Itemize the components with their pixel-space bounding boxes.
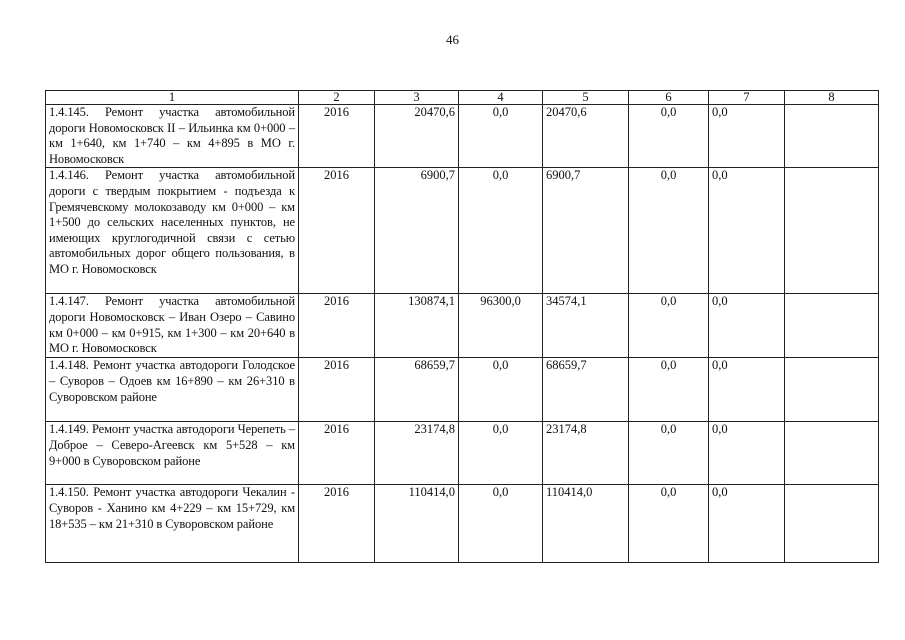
row-col5: 23174,8: [543, 422, 629, 485]
row-col7: 0,0: [709, 485, 785, 563]
row-col5: 6900,7: [543, 168, 629, 294]
row-description: 1.4.148. Ремонт участка автодороги Голодское – Суворов – Одоев км 16+890 – км 26+310 в Суворовском районе: [46, 358, 299, 422]
header-row: [46, 91, 879, 105]
row-description: 1.4.145. Ремонт участка автомобильной дороги Новомосковск II – Ильинка км 0+000 – км 1+640, км 1+740 – км 4+895 в МО г. Новомосковск: [46, 105, 299, 168]
row-col7: 0,0: [709, 105, 785, 168]
row-col7: 0,0: [709, 294, 785, 358]
row-col6: 0,0: [629, 105, 709, 168]
table-row: [46, 294, 879, 358]
table-row: [46, 422, 879, 485]
header-cell: 5: [543, 91, 629, 105]
row-col5: 20470,6: [543, 105, 629, 168]
table-row: [46, 105, 879, 168]
row-col5: 110414,0: [543, 485, 629, 563]
row-col3: 23174,8: [375, 422, 459, 485]
row-year: 2016: [299, 294, 375, 358]
header-cell: 8: [785, 91, 879, 105]
table-row: [46, 358, 879, 422]
row-year: 2016: [299, 358, 375, 422]
row-description: 1.4.149. Ремонт участка автодороги Черепеть – Доброе – Северо-Агеевск км 5+528 – км 9+000 в Суворовском районе: [46, 422, 299, 485]
table-row: [46, 485, 879, 563]
row-col7: 0,0: [709, 168, 785, 294]
row-col3: 110414,0: [375, 485, 459, 563]
row-col4: 0,0: [459, 168, 543, 294]
row-description: 1.4.146. Ремонт участка автомобильной дороги с твердым покрытием - подъезда к Гремячевскому молокозаводу км 0+000 – км 1+500 до сельских населенных пунктов, не имеющих круглогодичной связи с сетью автомобильных дорог общего пользования, в МО г. Новомосковск: [46, 168, 299, 294]
row-col8: [785, 294, 879, 358]
row-description: 1.4.150. Ремонт участка автодороги Чекалин - Суворов - Ханино км 4+229 – км 15+729, км 18+535 – км 21+310 в Суворовском районе: [46, 485, 299, 563]
row-col3: 20470,6: [375, 105, 459, 168]
row-col4: 0,0: [459, 105, 543, 168]
row-col3: 68659,7: [375, 358, 459, 422]
row-col3: 6900,7: [375, 168, 459, 294]
row-year: 2016: [299, 485, 375, 563]
row-col8: [785, 422, 879, 485]
row-col7: 0,0: [709, 358, 785, 422]
header-cell: 6: [629, 91, 709, 105]
row-col4: 0,0: [459, 358, 543, 422]
header-cell: 4: [459, 91, 543, 105]
row-col4: 0,0: [459, 485, 543, 563]
row-description: 1.4.147. Ремонт участка автомобильной дороги Новомосковск – Иван Озеро – Савино км 0+000 – км 0+915, км 1+300 – км 20+640 в МО г. Новомосковск: [46, 294, 299, 358]
row-col4: 0,0: [459, 422, 543, 485]
header-cell: 1: [46, 91, 299, 105]
row-col4: 96300,0: [459, 294, 543, 358]
table-row: [46, 168, 879, 294]
row-col8: [785, 485, 879, 563]
row-col5: 68659,7: [543, 358, 629, 422]
row-year: 2016: [299, 105, 375, 168]
header-cell: 2: [299, 91, 375, 105]
row-col6: 0,0: [629, 422, 709, 485]
row-col6: 0,0: [629, 294, 709, 358]
row-col6: 0,0: [629, 168, 709, 294]
row-year: 2016: [299, 168, 375, 294]
header-cell: 7: [709, 91, 785, 105]
page-number: 46: [446, 32, 459, 47]
budget-table: [45, 90, 879, 563]
row-col7: 0,0: [709, 422, 785, 485]
row-col6: 0,0: [629, 358, 709, 422]
row-col6: 0,0: [629, 485, 709, 563]
row-col5: 34574,1: [543, 294, 629, 358]
row-col3: 130874,1: [375, 294, 459, 358]
row-col8: [785, 168, 879, 294]
row-col8: [785, 105, 879, 168]
row-col8: [785, 358, 879, 422]
row-year: 2016: [299, 422, 375, 485]
header-cell: 3: [375, 91, 459, 105]
